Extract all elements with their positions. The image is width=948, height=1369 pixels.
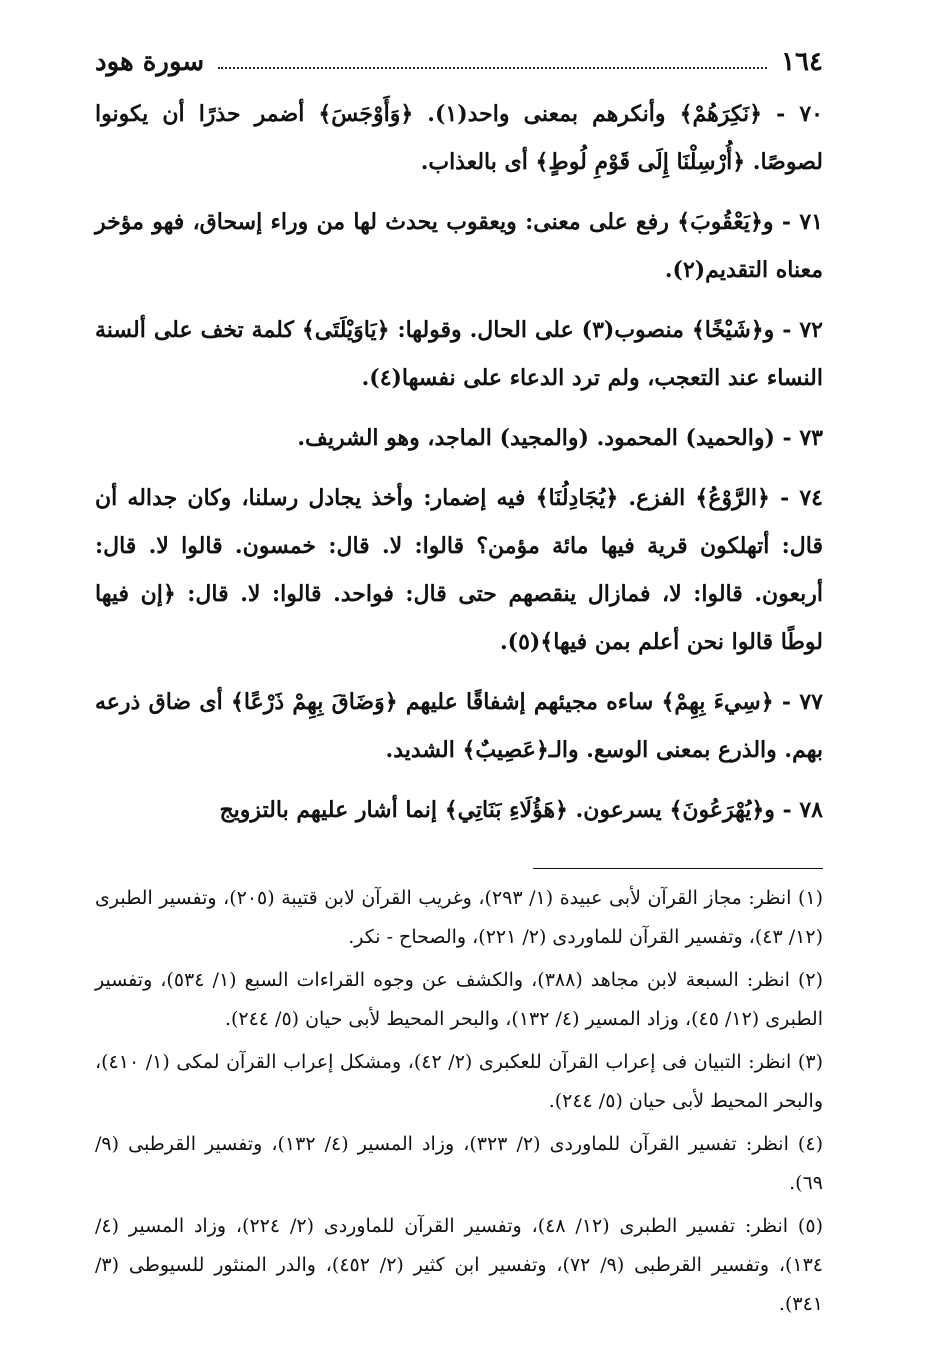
verse-note-70: ٧٠ - ﴿نَكِرَهُمْ﴾ وأنكرهم بمعنى واحد(١). ﴿وَأَوْجَسَ﴾ أضمر حذرًا أن يكونوا لصوصًا. ﴿أُرْسِلْنَا إِلَى قَوْمِ لُوطٍ﴾ أى بالعذاب. — [95, 101, 823, 175]
main-text — [95, 306, 823, 402]
verse-note-72: ٧٢ - و﴿شَيْخًا﴾ منصوب(٣) على الحال. وقولها: ﴿يَاوَيْلَتَى﴾ كلمة تخف على ألسنة النساء عند التعجب، ولم ترد الدعاء على نفسها(٤). — [95, 317, 823, 391]
verse-note-73: ٧٣ - (والحميد) المحمود. (والمجيد) الماجد، وهو الشريف. — [297, 425, 823, 451]
main-text — [95, 90, 823, 186]
verse-note-74: ٧٤ - ﴿الرَّوْعُ﴾ الفزع. ﴿يُجَادِلُنَا﴾ فيه إضمار: وأخذ يجادل رسلنا، وكان جداله أن قال: أتهلكون قرية فيها مائة مؤمن؟ قالوا: لا. قال: خمسون. قالوا لا. قال: أربعون. قالوا: لا، فمازال ينقصهم حتى قال: فواحد. قالوا: لا. قال: ﴿إن فيها لوطًا قالوا نحن أعلم بمن فيها﴾(٥). — [95, 485, 823, 655]
footnote-separator — [533, 868, 823, 869]
footnote-2: (٢) انظر: السبعة لابن مجاهد (٣٨٨)، والكشف عن وجوه القراءات السبع (١/ ٥٣٤)، وتفسير الطبرى (١٢/ ٤٥)، وزاد المسير (٤/ ١٣٢)، والبحر المحيط لأبى حيان (٥/ ٢٤٤). — [95, 969, 823, 1030]
verse-note-77: ٧٧ - ﴿سِيءَ بِهِمْ﴾ ساءه مجيئهم إشفاقًا عليهم ﴿وَضَاقَ بِهِمْ ذَرْعًا﴾ أى ضاق ذرعه بهم. والذرع بمعنى الوسع. والـ﴿عَصِيبٌ﴾ الشديد. — [95, 689, 823, 763]
surah-title: سورة هود — [95, 47, 205, 77]
footnotes-section — [95, 879, 823, 1324]
page-header — [95, 42, 823, 82]
footnote-5: (٥) انظر: تفسير الطبرى (١٢/ ٤٨)، وتفسير القرآن للماوردى (٢/ ٢٢٤)، وزاد المسير (٤/ ١٣٤)، وتفسير القرطبى (٩/ ٧٢)، وتفسير ابن كثير (٢/ ٤٥٢)، والدر المنثور للسيوطى (٣/ ٣٤١). — [95, 1215, 823, 1315]
page-number: ١٦٤ — [781, 47, 823, 77]
footnote-3: (٣) انظر: التبيان فى إعراب القرآن للعكبرى (٢/ ٤٢)، ومشكل إعراب القرآن لمكى (١/ ٤١٠)، والبحر المحيط لأبى حيان (٥/ ٢٤٤). — [95, 1051, 823, 1112]
footnote-4: (٤) انظر: تفسير القرآن للماوردى (٢/ ٣٢٣)، وزاد المسير (٤/ ١٣٢)، وتفسير القرطبى (٩/ ٦٩). — [95, 1133, 823, 1194]
main-text — [95, 474, 823, 666]
footnote-1: (١) انظر: مجاز القرآن لأبى عبيدة (١/ ٢٩٣)، وغريب القرآن لابن قتيبة (٢٠٥)، وتفسير الطبرى (١٢/ ٤٣)، وتفسير القرآن للماوردى (٢/ ٢٢١)، والصحاح - نكر. — [95, 887, 824, 948]
main-text — [95, 786, 823, 834]
book-page — [95, 42, 823, 1328]
verse-note-71: ٧١ - و﴿يَعْقُوبَ﴾ رفع على معنى: ويعقوب يحدث لها من وراء إسحاق، فهو مؤخر معناه التقديم(٢). — [95, 209, 823, 283]
main-text — [95, 198, 823, 294]
main-text — [95, 414, 823, 462]
verse-note-78: ٧٨ - و﴿يُهْرَعُونَ﴾ يسرعون. ﴿هَؤُلَاءِ بَنَاتِي﴾ إنما أشار عليهم بالتزويج — [219, 797, 823, 823]
header-dot-leader — [218, 67, 767, 69]
main-text — [95, 678, 823, 774]
